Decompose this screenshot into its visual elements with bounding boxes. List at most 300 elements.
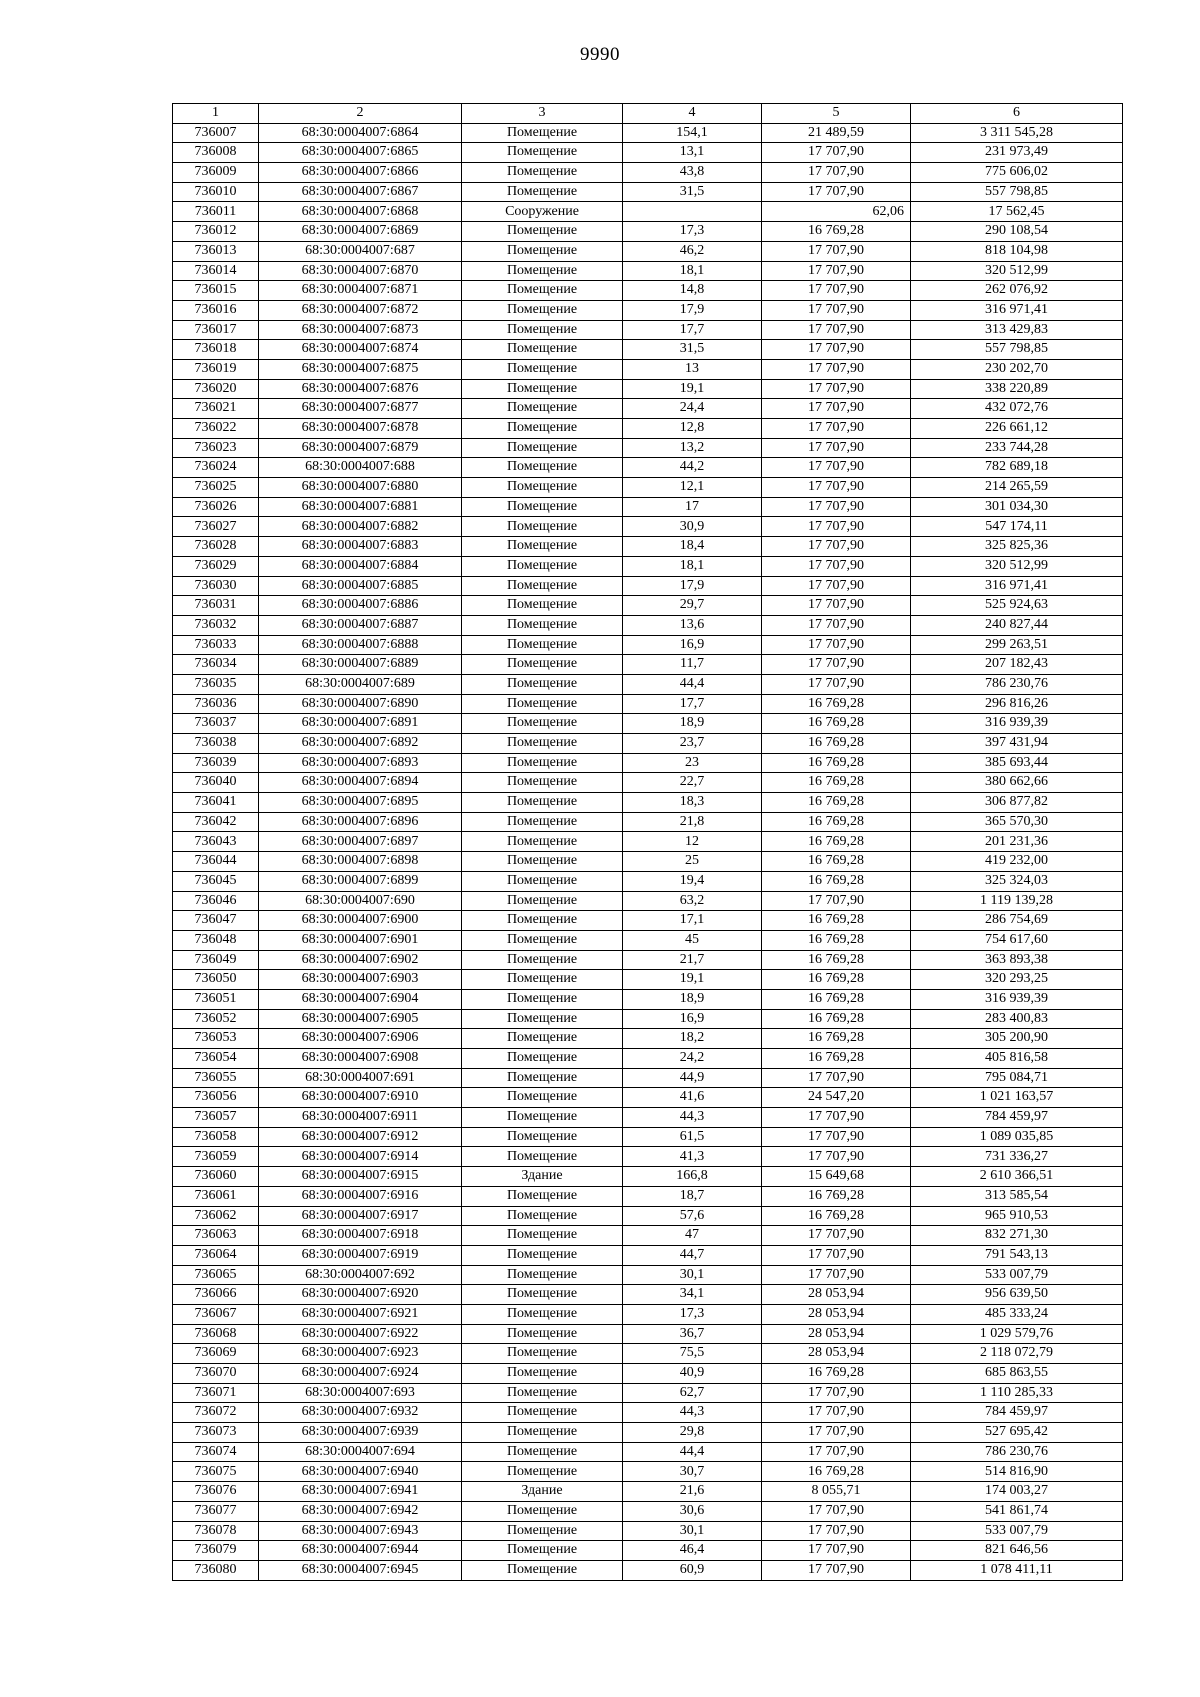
table-row (173, 1245, 1123, 1265)
cadastral-value-cell: 533 007,79 (911, 1521, 1123, 1541)
cadastral-value-cell: 226 661,12 (911, 419, 1123, 439)
table-row (173, 891, 1123, 911)
table-row (173, 832, 1123, 852)
row-number-cell: 736018 (173, 340, 259, 360)
header-cell-col3: 3 (462, 104, 623, 124)
cadastral-value-cell: 320 512,99 (911, 556, 1123, 576)
cadastral-value-cell: 754 617,60 (911, 930, 1123, 950)
table-row (173, 734, 1123, 754)
specific-value-cell: 17 707,90 (762, 1501, 911, 1521)
cadastral-value-cell: 1 119 139,28 (911, 891, 1123, 911)
row-number-cell: 736045 (173, 871, 259, 891)
area-cell: 17,7 (623, 320, 762, 340)
row-number-cell: 736025 (173, 478, 259, 498)
registry-table (172, 103, 1123, 1581)
row-number-cell: 736016 (173, 300, 259, 320)
cadastral-number-cell: 68:30:0004007:690 (259, 891, 462, 911)
row-number-cell: 736059 (173, 1147, 259, 1167)
area-cell: 16,9 (623, 1009, 762, 1029)
object-type-cell: Помещение (462, 694, 623, 714)
cadastral-value-cell: 283 400,83 (911, 1009, 1123, 1029)
table-row (173, 1364, 1123, 1384)
area-cell: 44,3 (623, 1403, 762, 1423)
area-cell: 46,4 (623, 1541, 762, 1561)
specific-value-cell: 17 707,90 (762, 1108, 911, 1128)
cadastral-value-cell: 541 861,74 (911, 1501, 1123, 1521)
header-cell-col1: 1 (173, 104, 259, 124)
specific-value-cell: 17 707,90 (762, 261, 911, 281)
specific-value-cell: 17 707,90 (762, 340, 911, 360)
cadastral-value-cell: 313 429,83 (911, 320, 1123, 340)
cadastral-number-cell: 68:30:0004007:6899 (259, 871, 462, 891)
table-row (173, 497, 1123, 517)
area-cell: 30,9 (623, 517, 762, 537)
cadastral-value-cell: 338 220,89 (911, 379, 1123, 399)
row-number-cell: 736046 (173, 891, 259, 911)
row-number-cell: 736048 (173, 930, 259, 950)
table-row (173, 674, 1123, 694)
row-number-cell: 736076 (173, 1482, 259, 1502)
object-type-cell: Помещение (462, 359, 623, 379)
object-type-cell: Помещение (462, 438, 623, 458)
object-type-cell: Помещение (462, 379, 623, 399)
table-row (173, 1344, 1123, 1364)
object-type-cell: Помещение (462, 1521, 623, 1541)
cadastral-value-cell: 791 543,13 (911, 1245, 1123, 1265)
cadastral-value-cell: 818 104,98 (911, 241, 1123, 261)
table-row (173, 596, 1123, 616)
object-type-cell: Помещение (462, 419, 623, 439)
specific-value-cell: 17 707,90 (762, 674, 911, 694)
area-cell: 17,3 (623, 222, 762, 242)
row-number-cell: 736061 (173, 1186, 259, 1206)
specific-value-cell: 17 707,90 (762, 1383, 911, 1403)
object-type-cell: Помещение (462, 281, 623, 301)
specific-value-cell: 16 769,28 (762, 793, 911, 813)
area-cell: 12,8 (623, 419, 762, 439)
table-row (173, 1068, 1123, 1088)
cadastral-number-cell: 68:30:0004007:6932 (259, 1403, 462, 1423)
area-cell: 75,5 (623, 1344, 762, 1364)
cadastral-value-cell: 685 863,55 (911, 1364, 1123, 1384)
area-cell: 23,7 (623, 734, 762, 754)
row-number-cell: 736035 (173, 674, 259, 694)
area-cell: 22,7 (623, 773, 762, 793)
area-cell: 41,6 (623, 1088, 762, 1108)
row-number-cell: 736078 (173, 1521, 259, 1541)
cadastral-number-cell: 68:30:0004007:6908 (259, 1049, 462, 1069)
area-cell: 41,3 (623, 1147, 762, 1167)
specific-value-cell: 17 707,90 (762, 399, 911, 419)
area-cell: 17,9 (623, 576, 762, 596)
cadastral-number-cell: 68:30:0004007:6868 (259, 202, 462, 222)
table-row (173, 300, 1123, 320)
cadastral-value-cell: 231 973,49 (911, 143, 1123, 163)
cadastral-value-cell: 214 265,59 (911, 478, 1123, 498)
object-type-cell: Помещение (462, 1462, 623, 1482)
row-number-cell: 736058 (173, 1127, 259, 1147)
cadastral-number-cell: 68:30:0004007:694 (259, 1442, 462, 1462)
area-cell: 31,5 (623, 182, 762, 202)
cadastral-value-cell: 821 646,56 (911, 1541, 1123, 1561)
table-row (173, 1501, 1123, 1521)
cadastral-number-cell: 68:30:0004007:6939 (259, 1423, 462, 1443)
object-type-cell: Помещение (462, 950, 623, 970)
row-number-cell: 736043 (173, 832, 259, 852)
table-row (173, 1423, 1123, 1443)
cadastral-number-cell: 68:30:0004007:6880 (259, 478, 462, 498)
object-type-cell: Помещение (462, 1029, 623, 1049)
cadastral-value-cell: 305 200,90 (911, 1029, 1123, 1049)
table-row (173, 635, 1123, 655)
cadastral-value-cell: 316 939,39 (911, 714, 1123, 734)
specific-value-cell: 17 707,90 (762, 1068, 911, 1088)
cadastral-number-cell: 68:30:0004007:6910 (259, 1088, 462, 1108)
cadastral-value-cell: 795 084,71 (911, 1068, 1123, 1088)
table-row (173, 1206, 1123, 1226)
table-row (173, 123, 1123, 143)
object-type-cell: Помещение (462, 556, 623, 576)
row-number-cell: 736050 (173, 970, 259, 990)
specific-value-cell: 16 769,28 (762, 1462, 911, 1482)
table-row (173, 1383, 1123, 1403)
area-cell: 25 (623, 852, 762, 872)
cadastral-number-cell: 68:30:0004007:6884 (259, 556, 462, 576)
specific-value-cell: 17 707,90 (762, 891, 911, 911)
table-row (173, 812, 1123, 832)
area-cell: 40,9 (623, 1364, 762, 1384)
object-type-cell: Помещение (462, 970, 623, 990)
area-cell (623, 202, 762, 222)
table-row (173, 556, 1123, 576)
cadastral-value-cell: 174 003,27 (911, 1482, 1123, 1502)
cadastral-value-cell: 547 174,11 (911, 517, 1123, 537)
cadastral-number-cell: 68:30:0004007:6869 (259, 222, 462, 242)
cadastral-number-cell: 68:30:0004007:6870 (259, 261, 462, 281)
area-cell: 18,1 (623, 556, 762, 576)
specific-value-cell: 17 707,90 (762, 596, 911, 616)
row-number-cell: 736056 (173, 1088, 259, 1108)
specific-value-cell: 24 547,20 (762, 1088, 911, 1108)
cadastral-number-cell: 68:30:0004007:6864 (259, 123, 462, 143)
cadastral-number-cell: 68:30:0004007:6901 (259, 930, 462, 950)
table-row (173, 458, 1123, 478)
object-type-cell: Помещение (462, 241, 623, 261)
area-cell: 19,4 (623, 871, 762, 891)
row-number-cell: 736075 (173, 1462, 259, 1482)
cadastral-value-cell: 832 271,30 (911, 1226, 1123, 1246)
cadastral-value-cell: 2 610 366,51 (911, 1167, 1123, 1187)
table-row (173, 182, 1123, 202)
row-number-cell: 736051 (173, 989, 259, 1009)
row-number-cell: 736020 (173, 379, 259, 399)
cadastral-number-cell: 68:30:0004007:689 (259, 674, 462, 694)
cadastral-number-cell: 68:30:0004007:688 (259, 458, 462, 478)
cadastral-number-cell: 68:30:0004007:687 (259, 241, 462, 261)
table-row (173, 950, 1123, 970)
cadastral-number-cell: 68:30:0004007:6911 (259, 1108, 462, 1128)
cadastral-value-cell: 485 333,24 (911, 1304, 1123, 1324)
specific-value-cell: 17 707,90 (762, 1403, 911, 1423)
object-type-cell: Помещение (462, 674, 623, 694)
table-header (173, 104, 1123, 124)
cadastral-number-cell: 68:30:0004007:6924 (259, 1364, 462, 1384)
header-row (173, 104, 1123, 124)
cadastral-number-cell: 68:30:0004007:6887 (259, 615, 462, 635)
cadastral-value-cell: 525 924,63 (911, 596, 1123, 616)
cadastral-value-cell: 320 512,99 (911, 261, 1123, 281)
row-number-cell: 736024 (173, 458, 259, 478)
row-number-cell: 736063 (173, 1226, 259, 1246)
specific-value-cell: 16 769,28 (762, 1364, 911, 1384)
object-type-cell: Помещение (462, 399, 623, 419)
cadastral-number-cell: 68:30:0004007:6890 (259, 694, 462, 714)
cadastral-value-cell: 299 263,51 (911, 635, 1123, 655)
cadastral-value-cell: 1 110 285,33 (911, 1383, 1123, 1403)
specific-value-cell: 17 707,90 (762, 1423, 911, 1443)
object-type-cell: Помещение (462, 753, 623, 773)
area-cell: 21,8 (623, 812, 762, 832)
object-type-cell: Помещение (462, 655, 623, 675)
row-number-cell: 736012 (173, 222, 259, 242)
object-type-cell: Помещение (462, 1383, 623, 1403)
area-cell: 46,2 (623, 241, 762, 261)
area-cell: 19,1 (623, 970, 762, 990)
row-number-cell: 736041 (173, 793, 259, 813)
table-row (173, 1541, 1123, 1561)
area-cell: 17,1 (623, 911, 762, 931)
specific-value-cell: 17 707,90 (762, 182, 911, 202)
cadastral-number-cell: 68:30:0004007:6882 (259, 517, 462, 537)
cadastral-number-cell: 68:30:0004007:6915 (259, 1167, 462, 1187)
object-type-cell: Помещение (462, 163, 623, 183)
object-type-cell: Помещение (462, 812, 623, 832)
header-cell-col4: 4 (623, 104, 762, 124)
area-cell: 18,2 (623, 1029, 762, 1049)
object-type-cell: Помещение (462, 182, 623, 202)
table-row (173, 1167, 1123, 1187)
cadastral-number-cell: 68:30:0004007:693 (259, 1383, 462, 1403)
cadastral-number-cell: 68:30:0004007:6881 (259, 497, 462, 517)
object-type-cell: Помещение (462, 537, 623, 557)
specific-value-cell: 15 649,68 (762, 1167, 911, 1187)
cadastral-value-cell: 240 827,44 (911, 615, 1123, 635)
specific-value-cell: 62,06 (762, 202, 911, 222)
table-row (173, 714, 1123, 734)
table-row (173, 1442, 1123, 1462)
table-row (173, 694, 1123, 714)
table-row (173, 1127, 1123, 1147)
area-cell: 17,7 (623, 694, 762, 714)
row-number-cell: 736065 (173, 1265, 259, 1285)
specific-value-cell: 21 489,59 (762, 123, 911, 143)
object-type-cell: Помещение (462, 320, 623, 340)
cadastral-value-cell: 306 877,82 (911, 793, 1123, 813)
cadastral-number-cell: 68:30:0004007:6896 (259, 812, 462, 832)
table-row (173, 1403, 1123, 1423)
area-cell: 17,9 (623, 300, 762, 320)
cadastral-number-cell: 68:30:0004007:6877 (259, 399, 462, 419)
area-cell: 29,7 (623, 596, 762, 616)
specific-value-cell: 16 769,28 (762, 1009, 911, 1029)
cadastral-value-cell: 1 021 163,57 (911, 1088, 1123, 1108)
cadastral-number-cell: 68:30:0004007:6917 (259, 1206, 462, 1226)
cadastral-value-cell: 533 007,79 (911, 1265, 1123, 1285)
cadastral-number-cell: 68:30:0004007:6941 (259, 1482, 462, 1502)
area-cell: 13,2 (623, 438, 762, 458)
cadastral-value-cell: 419 232,00 (911, 852, 1123, 872)
table-row (173, 202, 1123, 222)
row-number-cell: 736042 (173, 812, 259, 832)
specific-value-cell: 28 053,94 (762, 1285, 911, 1305)
row-number-cell: 736028 (173, 537, 259, 557)
cadastral-number-cell: 68:30:0004007:6923 (259, 1344, 462, 1364)
cadastral-number-cell: 68:30:0004007:6879 (259, 438, 462, 458)
table-row (173, 143, 1123, 163)
row-number-cell: 736080 (173, 1560, 259, 1580)
area-cell: 61,5 (623, 1127, 762, 1147)
specific-value-cell: 17 707,90 (762, 615, 911, 635)
row-number-cell: 736015 (173, 281, 259, 301)
object-type-cell: Здание (462, 1482, 623, 1502)
table-row (173, 871, 1123, 891)
row-number-cell: 736017 (173, 320, 259, 340)
table-row (173, 1088, 1123, 1108)
specific-value-cell: 17 707,90 (762, 478, 911, 498)
area-cell: 30,7 (623, 1462, 762, 1482)
object-type-cell: Помещение (462, 123, 623, 143)
row-number-cell: 736064 (173, 1245, 259, 1265)
specific-value-cell: 17 707,90 (762, 556, 911, 576)
row-number-cell: 736029 (173, 556, 259, 576)
object-type-cell: Помещение (462, 773, 623, 793)
object-type-cell: Помещение (462, 1403, 623, 1423)
specific-value-cell: 17 707,90 (762, 1127, 911, 1147)
cadastral-value-cell: 557 798,85 (911, 182, 1123, 202)
cadastral-number-cell: 68:30:0004007:6873 (259, 320, 462, 340)
table-row (173, 1186, 1123, 1206)
table-row (173, 419, 1123, 439)
object-type-cell: Помещение (462, 1560, 623, 1580)
cadastral-number-cell: 68:30:0004007:6867 (259, 182, 462, 202)
row-number-cell: 736023 (173, 438, 259, 458)
specific-value-cell: 17 707,90 (762, 1560, 911, 1580)
table-row (173, 281, 1123, 301)
cadastral-number-cell: 68:30:0004007:6943 (259, 1521, 462, 1541)
row-number-cell: 736038 (173, 734, 259, 754)
table-row (173, 320, 1123, 340)
area-cell: 18,7 (623, 1186, 762, 1206)
specific-value-cell: 16 769,28 (762, 989, 911, 1009)
cadastral-number-cell: 68:30:0004007:6940 (259, 1462, 462, 1482)
row-number-cell: 736014 (173, 261, 259, 281)
cadastral-value-cell: 385 693,44 (911, 753, 1123, 773)
cadastral-value-cell: 380 662,66 (911, 773, 1123, 793)
specific-value-cell: 17 707,90 (762, 1521, 911, 1541)
area-cell: 12 (623, 832, 762, 852)
specific-value-cell: 16 769,28 (762, 950, 911, 970)
area-cell: 18,1 (623, 261, 762, 281)
row-number-cell: 736069 (173, 1344, 259, 1364)
table-row (173, 478, 1123, 498)
specific-value-cell: 16 769,28 (762, 812, 911, 832)
area-cell: 30,1 (623, 1265, 762, 1285)
area-cell: 45 (623, 930, 762, 950)
cadastral-value-cell: 1 029 579,76 (911, 1324, 1123, 1344)
area-cell: 14,8 (623, 281, 762, 301)
table-row (173, 1482, 1123, 1502)
row-number-cell: 736010 (173, 182, 259, 202)
cadastral-number-cell: 68:30:0004007:6876 (259, 379, 462, 399)
cadastral-value-cell: 325 324,03 (911, 871, 1123, 891)
cadastral-value-cell: 2 118 072,79 (911, 1344, 1123, 1364)
specific-value-cell: 17 707,90 (762, 419, 911, 439)
cadastral-value-cell: 286 754,69 (911, 911, 1123, 931)
specific-value-cell: 16 769,28 (762, 1206, 911, 1226)
row-number-cell: 736073 (173, 1423, 259, 1443)
specific-value-cell: 16 769,28 (762, 1049, 911, 1069)
specific-value-cell: 17 707,90 (762, 576, 911, 596)
object-type-cell: Помещение (462, 891, 623, 911)
object-type-cell: Помещение (462, 1147, 623, 1167)
cadastral-value-cell: 320 293,25 (911, 970, 1123, 990)
cadastral-value-cell: 786 230,76 (911, 1442, 1123, 1462)
row-number-cell: 736034 (173, 655, 259, 675)
row-number-cell: 736037 (173, 714, 259, 734)
area-cell: 30,6 (623, 1501, 762, 1521)
table-row (173, 399, 1123, 419)
table-row (173, 1009, 1123, 1029)
table-row (173, 970, 1123, 990)
table-row (173, 753, 1123, 773)
cadastral-number-cell: 68:30:0004007:692 (259, 1265, 462, 1285)
cadastral-value-cell: 1 089 035,85 (911, 1127, 1123, 1147)
area-cell: 18,3 (623, 793, 762, 813)
specific-value-cell: 16 769,28 (762, 753, 911, 773)
specific-value-cell: 17 707,90 (762, 438, 911, 458)
specific-value-cell: 17 707,90 (762, 1245, 911, 1265)
cadastral-value-cell: 786 230,76 (911, 674, 1123, 694)
cadastral-number-cell: 68:30:0004007:6889 (259, 655, 462, 675)
table-row (173, 911, 1123, 931)
cadastral-value-cell: 325 825,36 (911, 537, 1123, 557)
cadastral-value-cell: 316 971,41 (911, 300, 1123, 320)
cadastral-number-cell: 68:30:0004007:6905 (259, 1009, 462, 1029)
area-cell: 17,3 (623, 1304, 762, 1324)
object-type-cell: Помещение (462, 1304, 623, 1324)
row-number-cell: 736047 (173, 911, 259, 931)
specific-value-cell: 17 707,90 (762, 655, 911, 675)
cadastral-value-cell: 956 639,50 (911, 1285, 1123, 1305)
table-row (173, 222, 1123, 242)
area-cell: 18,4 (623, 537, 762, 557)
specific-value-cell: 28 053,94 (762, 1304, 911, 1324)
row-number-cell: 736060 (173, 1167, 259, 1187)
specific-value-cell: 28 053,94 (762, 1324, 911, 1344)
row-number-cell: 736070 (173, 1364, 259, 1384)
table-row (173, 1521, 1123, 1541)
object-type-cell: Помещение (462, 1501, 623, 1521)
row-number-cell: 736040 (173, 773, 259, 793)
object-type-cell: Помещение (462, 340, 623, 360)
specific-value-cell: 17 707,90 (762, 281, 911, 301)
area-cell: 13 (623, 359, 762, 379)
row-number-cell: 736008 (173, 143, 259, 163)
specific-value-cell: 17 707,90 (762, 300, 911, 320)
object-type-cell: Помещение (462, 714, 623, 734)
table-row (173, 1049, 1123, 1069)
cadastral-value-cell: 296 816,26 (911, 694, 1123, 714)
